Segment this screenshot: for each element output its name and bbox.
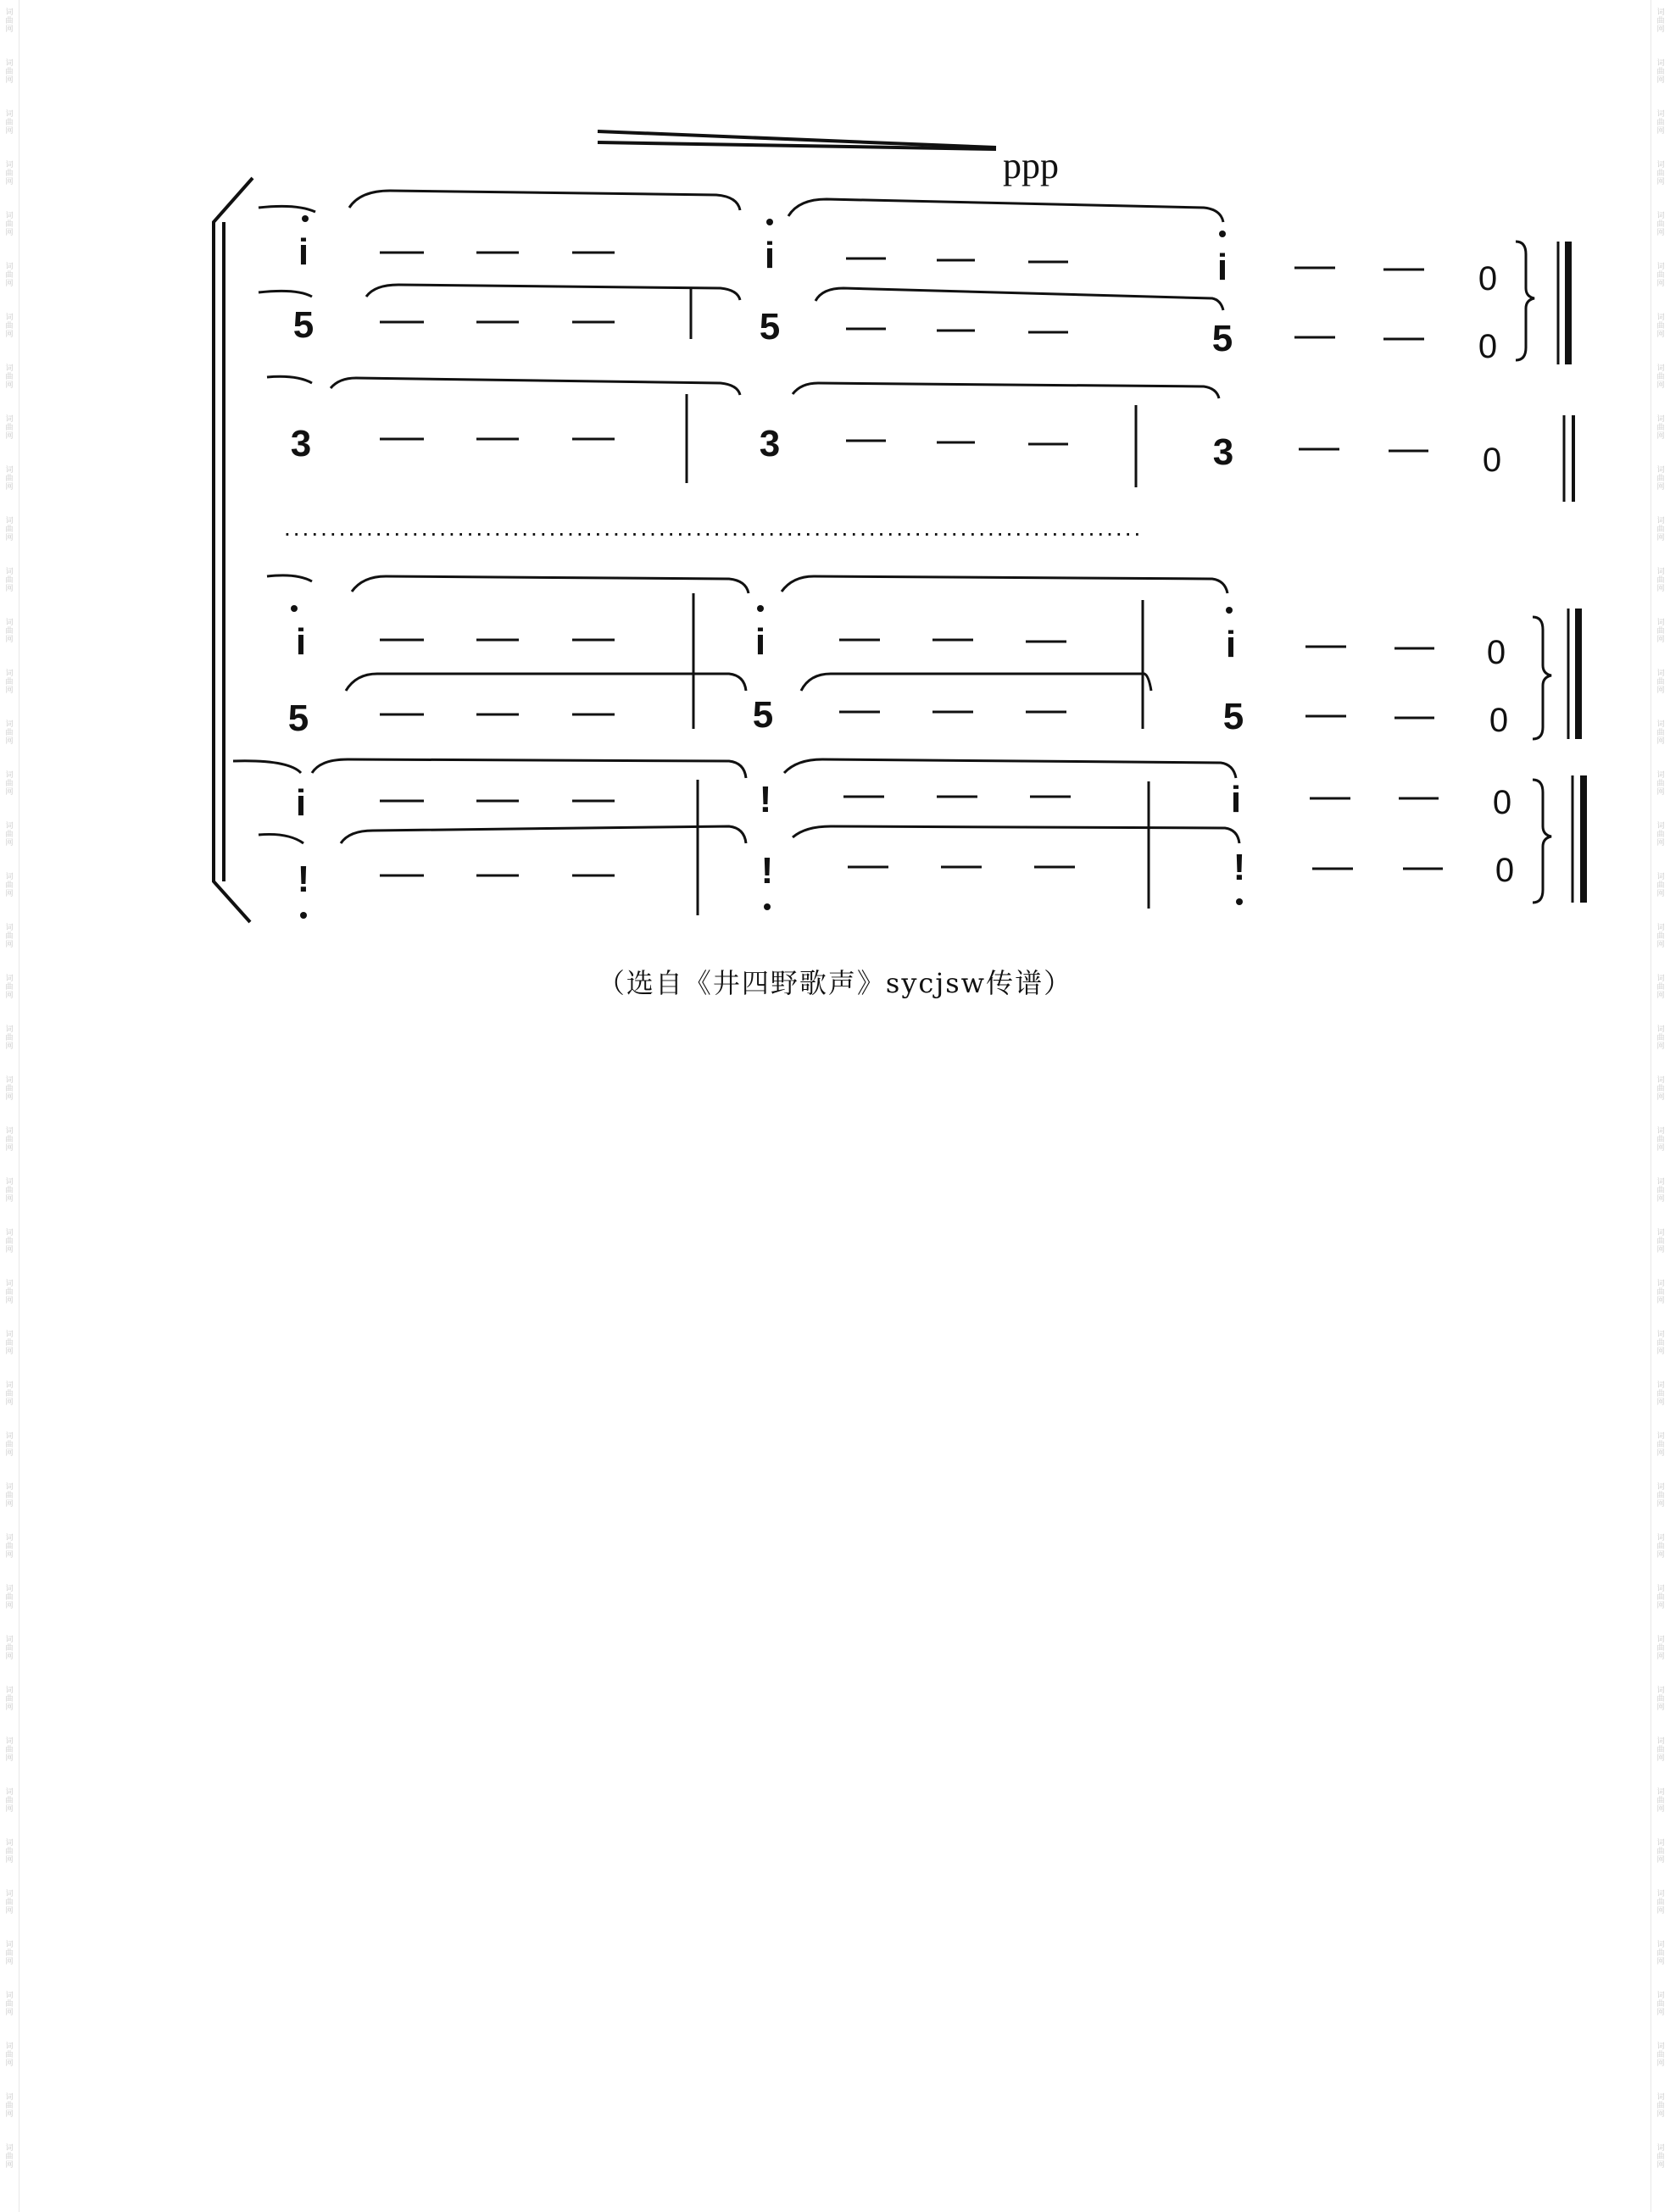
watermark-glyph: 词 曲 网: [1656, 1839, 1665, 1865]
watermark-glyph: 词 曲 网: [1656, 415, 1665, 441]
barlines: [687, 288, 1149, 915]
watermark-glyph: 词 曲 网: [1656, 1076, 1665, 1102]
watermark-glyph: 词 曲 网: [1656, 1585, 1665, 1610]
watermark-glyph: 词 曲 网: [5, 517, 14, 542]
watermark-glyph: 词 曲 网: [1656, 314, 1665, 339]
watermark-glyph: 词 曲 网: [1656, 1788, 1665, 1814]
watermark-glyph: 词 曲 网: [1656, 466, 1665, 492]
rest-zero: 0: [1478, 328, 1498, 365]
watermark-glyph: 词 曲 网: [1656, 1280, 1665, 1305]
watermark-glyph: 词 曲 网: [1656, 1381, 1665, 1407]
watermark-glyph: 词 曲 网: [1656, 364, 1665, 390]
watermark-glyph: 词 曲 网: [5, 1737, 14, 1763]
watermark-glyph: 词 曲 网: [1656, 1890, 1665, 1915]
watermark-glyph: 词 曲 网: [1656, 1331, 1665, 1356]
watermark-glyph: 词 曲 网: [1656, 1229, 1665, 1254]
watermark-glyph: 词 曲 网: [5, 1381, 14, 1407]
final-barlines: [1558, 242, 1584, 903]
watermark-glyph: 词 曲 网: [1656, 1025, 1665, 1051]
watermark-glyph: 词 曲 网: [5, 1941, 14, 1966]
note: i: [1216, 247, 1228, 288]
note: 5: [752, 694, 774, 736]
voice-braces: [1516, 242, 1551, 903]
watermark-glyph: 词 曲 网: [1656, 720, 1665, 746]
dotted-divider: ..............................................................................................: [284, 514, 1144, 541]
watermark-glyph: 词 曲 网: [5, 873, 14, 898]
score-row-1: [298, 231, 1497, 297]
watermark-glyph: 词 曲 网: [1656, 568, 1665, 593]
rest-zero: 0: [1486, 634, 1506, 671]
watermark-glyph: 词 曲 网: [5, 2093, 14, 2119]
note: i: [295, 621, 307, 663]
watermark-glyph: 词 曲 网: [5, 1025, 14, 1051]
rest-zero: 0: [1489, 702, 1509, 739]
watermark-glyph: 词 曲 网: [5, 771, 14, 797]
note: 5: [287, 698, 309, 739]
watermark-glyph: 词 曲 网: [5, 212, 14, 237]
watermark-glyph: 词 曲 网: [5, 110, 14, 136]
watermark-glyph: 词 曲 网: [5, 822, 14, 848]
watermark-glyph: 词 曲 网: [1656, 517, 1665, 542]
rest-zero: 0: [1478, 260, 1498, 297]
watermark-glyph: 词 曲 网: [5, 975, 14, 1000]
watermark-glyph: 词 曲 网: [1656, 822, 1665, 848]
note: !: [760, 850, 774, 892]
watermark-glyph: 词 曲 网: [1656, 1178, 1665, 1203]
watermark-glyph: 词 曲 网: [1656, 924, 1665, 949]
watermark-glyph: 词 曲 网: [5, 1585, 14, 1610]
watermark-glyph: 词 曲 网: [1656, 873, 1665, 898]
note: i: [1230, 779, 1242, 820]
watermark-glyph: 词 曲 网: [1656, 2093, 1665, 2119]
score-row-3: [291, 423, 1501, 479]
numbered-score: [0, 0, 1670, 941]
watermark-glyph: 词 曲 网: [5, 1839, 14, 1865]
rest-zero: 0: [1492, 784, 1512, 821]
watermark-glyph: 词 曲 网: [5, 415, 14, 441]
score-row-2: [293, 304, 1497, 365]
note: !: [759, 779, 772, 820]
watermark-glyph: 词 曲 网: [5, 1636, 14, 1661]
watermark-glyph: 词 曲 网: [1656, 2144, 1665, 2170]
watermark-glyph: 词 曲 网: [5, 1076, 14, 1102]
watermark-glyph: 词 曲 网: [1656, 619, 1665, 644]
watermark-glyph: 词 曲 网: [5, 2144, 14, 2170]
watermark-glyph: 词 曲 网: [5, 314, 14, 339]
note: i: [1225, 624, 1237, 665]
watermark-glyph: 词 曲 网: [1656, 212, 1665, 237]
note: 5: [759, 306, 781, 347]
dynamic-marking: ppp: [1003, 145, 1059, 186]
watermark-glyph: 词 曲 网: [5, 466, 14, 492]
watermark-glyph: 词 曲 网: [1656, 1534, 1665, 1559]
watermark-glyph: 词 曲 网: [5, 1534, 14, 1559]
system-bracket: [214, 178, 253, 922]
watermark-glyph: 词 曲 网: [1656, 1127, 1665, 1153]
watermark-glyph: 词 曲 网: [5, 1280, 14, 1305]
watermark-glyph: 词 曲 网: [5, 568, 14, 593]
watermark-glyph: 词 曲 网: [5, 364, 14, 390]
watermark-glyph: 词 曲 网: [1656, 2042, 1665, 2068]
watermark-glyph: 词 曲 网: [5, 619, 14, 644]
note: i: [764, 235, 776, 276]
note: 3: [759, 423, 781, 464]
watermark-glyph: 词 曲 网: [5, 1687, 14, 1712]
watermark-glyph: 词 曲 网: [1656, 8, 1665, 34]
watermark-glyph: 词 曲 网: [5, 1788, 14, 1814]
note: 5: [1211, 318, 1233, 359]
watermark-glyph: 词 曲 网: [1656, 1687, 1665, 1712]
watermark-glyph: 词 曲 网: [5, 161, 14, 186]
watermark-glyph: 词 曲 网: [1656, 1941, 1665, 1966]
watermark-glyph: 词 曲 网: [5, 720, 14, 746]
watermark-glyph: 词 曲 网: [5, 1432, 14, 1458]
watermark-glyph: 词 曲 网: [1656, 975, 1665, 1000]
watermark-glyph: 词 曲 网: [5, 1992, 14, 2017]
rest-zero: 0: [1495, 852, 1515, 889]
watermark-glyph: 词 曲 网: [1656, 1636, 1665, 1661]
watermark-glyph: 词 曲 网: [5, 2042, 14, 2068]
note: !: [297, 859, 310, 900]
source-caption: （选自《井四野歌声》sycjsw传谱）: [597, 967, 1073, 999]
watermark-glyph: 词 曲 网: [1656, 670, 1665, 695]
extension-dashes: [380, 253, 1443, 875]
watermark-glyph: 词 曲 网: [1656, 161, 1665, 186]
watermark-glyph: 词 曲 网: [1656, 59, 1665, 85]
watermark-glyph: 词 曲 网: [5, 1890, 14, 1915]
watermark-glyph: 词 曲 网: [5, 1331, 14, 1356]
note: 3: [1212, 431, 1234, 473]
rest-zero: 0: [1482, 442, 1502, 479]
note: 5: [292, 304, 315, 346]
note: i: [754, 621, 766, 663]
watermark-glyph: 词 曲 网: [1656, 263, 1665, 288]
note: i: [298, 231, 309, 273]
watermark-glyph: 词 曲 网: [5, 924, 14, 949]
watermark-glyph: 词 曲 网: [1656, 1992, 1665, 2017]
note: !: [1233, 847, 1246, 888]
score-row-7: [298, 847, 1514, 900]
watermark-glyph: 词 曲 网: [5, 1229, 14, 1254]
watermark-glyph: 词 曲 网: [1656, 771, 1665, 797]
note: 3: [290, 423, 312, 464]
watermark-glyph: 词 曲 网: [5, 1483, 14, 1509]
note: 5: [1222, 696, 1244, 737]
watermark-glyph: 词 曲 网: [5, 263, 14, 288]
diminuendo-hairpin: [598, 131, 996, 149]
watermark-glyph: 词 曲 网: [1656, 1737, 1665, 1763]
watermark-glyph: 词 曲 网: [5, 670, 14, 695]
watermark-glyph: 词 曲 网: [5, 8, 14, 34]
watermark-glyph: 词 曲 网: [1656, 110, 1665, 136]
watermark-glyph: 词 曲 网: [5, 1178, 14, 1203]
note: i: [295, 782, 307, 824]
watermark-glyph: 词 曲 网: [5, 1127, 14, 1153]
watermark-glyph: 词 曲 网: [1656, 1432, 1665, 1458]
watermark-glyph: 词 曲 网: [5, 59, 14, 85]
watermark-glyph: 词 曲 网: [1656, 1483, 1665, 1509]
